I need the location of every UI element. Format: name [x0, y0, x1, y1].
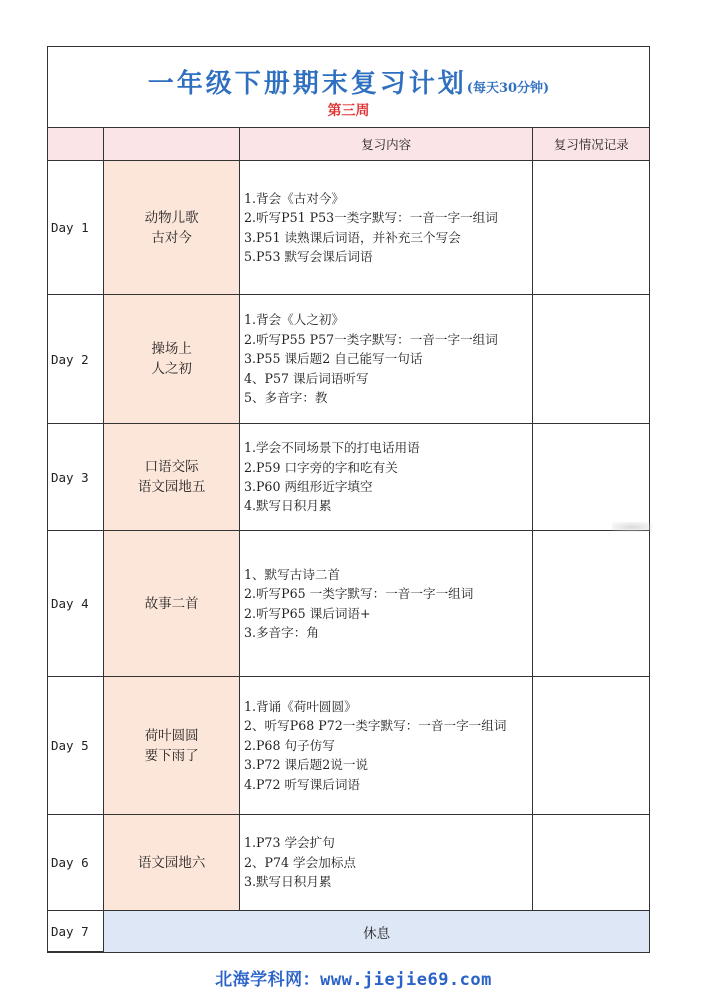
content-cell: [239, 531, 532, 677]
topic-cell: [104, 295, 240, 424]
record-cell[interactable]: [533, 161, 650, 295]
content-cell: [239, 295, 532, 424]
header-topic: [104, 128, 240, 161]
topic-line: 操场上: [151, 341, 192, 357]
content-item: 3.P60 两组形近字填空: [243, 479, 373, 494]
content-cell: [239, 815, 532, 911]
rest-label: 休息: [104, 911, 650, 953]
topic-line: 要下雨了: [144, 747, 199, 764]
table-row: [48, 161, 650, 295]
record-cell[interactable]: [533, 424, 650, 531]
topic-line: 动物儿歌: [144, 209, 199, 226]
title-area: [48, 47, 649, 127]
content-item: 5.P53 默写会课后词语: [243, 248, 373, 264]
content-item: 3.默写日积月累: [243, 874, 332, 890]
record-cell[interactable]: [533, 531, 650, 677]
table-row: [48, 295, 650, 424]
page-title: 一年级下册期末复习计划: [147, 69, 467, 99]
content-item: 4.P72 听写课后词语: [243, 776, 361, 792]
header-record: 复习情况记录: [533, 128, 650, 161]
record-cell[interactable]: [533, 295, 650, 424]
content-cell: [239, 424, 532, 531]
topic-line: 古对今: [151, 229, 192, 246]
content-item: 1.背会《人之初》: [243, 312, 345, 328]
content-item: 2.听写P55 P57一类字默写：一音一字一组词: [243, 331, 498, 347]
day-label: Day 2: [48, 295, 104, 424]
topic-line: 人之初: [151, 361, 192, 377]
topic-line: 语文园地五: [137, 479, 206, 495]
content-item: 1.P73 学会扩句: [243, 835, 335, 851]
content-item: 3.P51 读熟课后词语，并补充三个写会: [243, 229, 461, 245]
content-item: 1.学会不同场景下的打电话用语: [243, 440, 420, 456]
topic-cell: [104, 161, 240, 295]
rest-row: [48, 911, 650, 953]
week-label: 第三周: [327, 103, 370, 119]
topic-cell: [104, 531, 240, 677]
content-item: 4、P57 课后词语听写: [243, 370, 369, 386]
record-cell[interactable]: [533, 815, 650, 911]
table-row: [48, 531, 650, 677]
footer-label: 北海学科网：: [215, 970, 321, 990]
content-item: 2.P68 句子仿写: [243, 737, 335, 753]
content-item: 2.听写P65 一类字默写：一音一字一组词: [243, 586, 474, 602]
table-row: [48, 424, 650, 531]
record-cell[interactable]: [533, 677, 650, 815]
header-content: 复习内容: [239, 128, 532, 161]
page-subtitle: (每天30分钟): [466, 81, 550, 96]
plan-sheet: [47, 46, 650, 952]
day-label: Day 6: [48, 815, 104, 911]
header-day: [48, 128, 104, 161]
topic-line: 语文园地六: [137, 854, 206, 871]
footer-watermark: [0, 965, 707, 990]
content-item: 2.P59 口字旁的字和吃有关: [243, 459, 398, 475]
content-item: 1、默写古诗二首: [243, 566, 341, 582]
day-label: Day 3: [48, 424, 104, 531]
topic-cell: [104, 815, 240, 911]
content-item: 2、P74 学会加标点: [243, 854, 357, 870]
footer-url[interactable]: www.jiejie69.com: [320, 970, 492, 990]
scan-smudge: [612, 522, 652, 532]
day-label: Day 4: [48, 531, 104, 677]
content-item: 2.听写P51 P53一类字默写：一音一字一组词: [243, 210, 498, 226]
day-label: Day 5: [48, 677, 104, 815]
content-item: 1.背诵《荷叶圆圆》: [243, 698, 357, 714]
content-item: 3.多音字：角: [243, 624, 319, 640]
table-row: [48, 815, 650, 911]
day-label: Day 7: [48, 911, 104, 953]
content-item: 3.P55 课后题2 自己能写一句话: [243, 351, 423, 367]
content-item: 3.P72 课后题2说一说: [243, 757, 369, 773]
content-item: 4.默写日积月累: [243, 498, 332, 514]
review-table: [47, 127, 650, 953]
content-item: 2.听写P65 课后词语+: [243, 605, 371, 621]
content-item: 1.背会《古对今》: [243, 190, 345, 206]
topic-line: 口语交际: [144, 459, 199, 475]
topic-line: 荷叶圆圆: [144, 727, 199, 744]
table-header-row: [48, 128, 650, 161]
topic-line: 故事二首: [144, 595, 199, 612]
day-label: Day 1: [48, 161, 104, 295]
content-cell: [239, 677, 532, 815]
content-item: 2、听写P68 P72一类字默写：一音一字一组词: [243, 718, 507, 734]
topic-cell: [104, 424, 240, 531]
topic-cell: [104, 677, 240, 815]
table-row: [48, 677, 650, 815]
content-cell: [239, 161, 532, 295]
title-line: [48, 63, 649, 100]
content-item: 5、多音字：教: [243, 390, 328, 406]
